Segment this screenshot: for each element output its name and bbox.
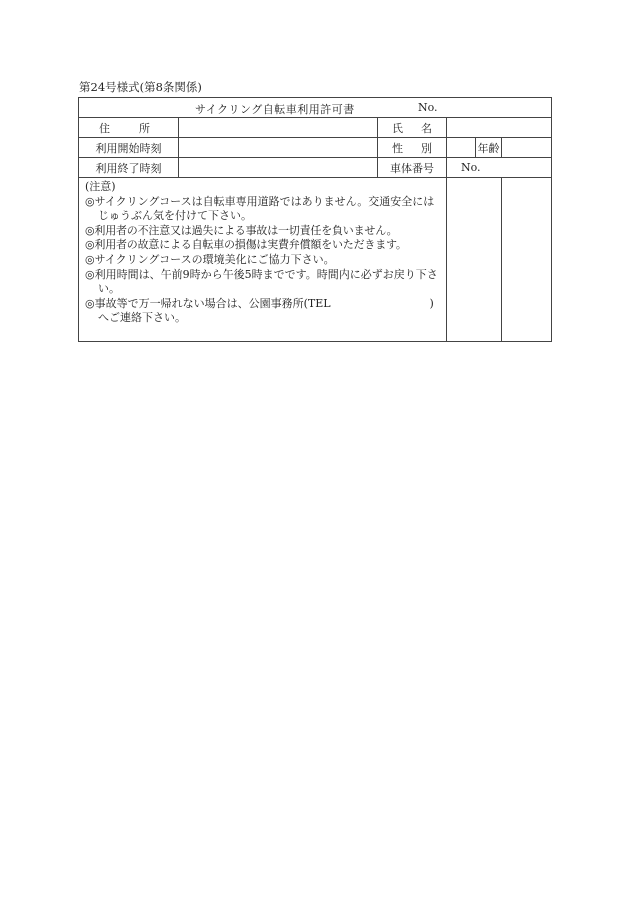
notes-row: [79, 178, 552, 342]
start-time-field[interactable]: [179, 138, 378, 158]
gender-field[interactable]: [447, 138, 476, 158]
address-label-a: 住: [99, 121, 110, 135]
name-field[interactable]: [447, 118, 552, 138]
bike-number-field[interactable]: [447, 158, 552, 178]
name-label-b: 名: [421, 121, 432, 135]
gender-label-b: 別: [421, 141, 432, 155]
address-field[interactable]: [179, 118, 378, 138]
note-item: ◎利用者の故意による自転車の損傷は実費弁償額をいただきます。: [85, 238, 407, 252]
note-item: ◎利用者の不注意又は過失による事故は一切責任を負いません。: [85, 223, 398, 237]
permit-no-label: No.: [418, 101, 438, 114]
end-time-row: [79, 158, 552, 178]
note-item: ◎サイクリングコースの環境美化にご協力下さい。: [85, 252, 335, 266]
end-time-label: 利用終了時刻: [79, 158, 179, 178]
address-label-cell: [79, 118, 179, 138]
name-label-cell: [378, 118, 447, 138]
form-number: 第24号様式(第8条関係): [79, 80, 202, 94]
gender-label-cell: [378, 138, 447, 158]
name-label-a: 氏: [392, 121, 403, 135]
notes-heading: (注意): [85, 180, 116, 193]
address-row: [79, 118, 552, 138]
form-title: サイクリング自転車利用許可書: [195, 103, 355, 116]
bike-number-no-label: No.: [461, 161, 481, 174]
title-cell: [79, 98, 552, 118]
start-time-label: 利用開始時刻: [79, 138, 179, 158]
note-item: ◎サイクリングコースは自転車専用道路ではありません。交通安全にはじゅうぶん気を付けて下さい。: [85, 194, 435, 223]
end-time-field[interactable]: [179, 158, 378, 178]
address-label-b: 所: [139, 121, 150, 135]
note-item: ◎利用時間は、午前9時から午後5時までです。時間内に必ずお戻り下さい。: [85, 267, 438, 296]
start-time-row: [79, 138, 552, 158]
note-item: ◎事故等で万一帰れない場合は、公園事務所(TEL )へご連絡下さい。: [85, 296, 434, 325]
age-field[interactable]: [502, 138, 552, 158]
title-row: [79, 98, 552, 118]
gender-label-a: 性: [392, 141, 403, 155]
age-label: 年齢: [476, 138, 502, 158]
permit-form-table: [78, 97, 552, 342]
notes-cell: [79, 178, 447, 342]
stamp-area-2: [502, 178, 552, 342]
bike-number-label: 車体番号: [378, 158, 447, 178]
stamp-area-1: [447, 178, 502, 342]
